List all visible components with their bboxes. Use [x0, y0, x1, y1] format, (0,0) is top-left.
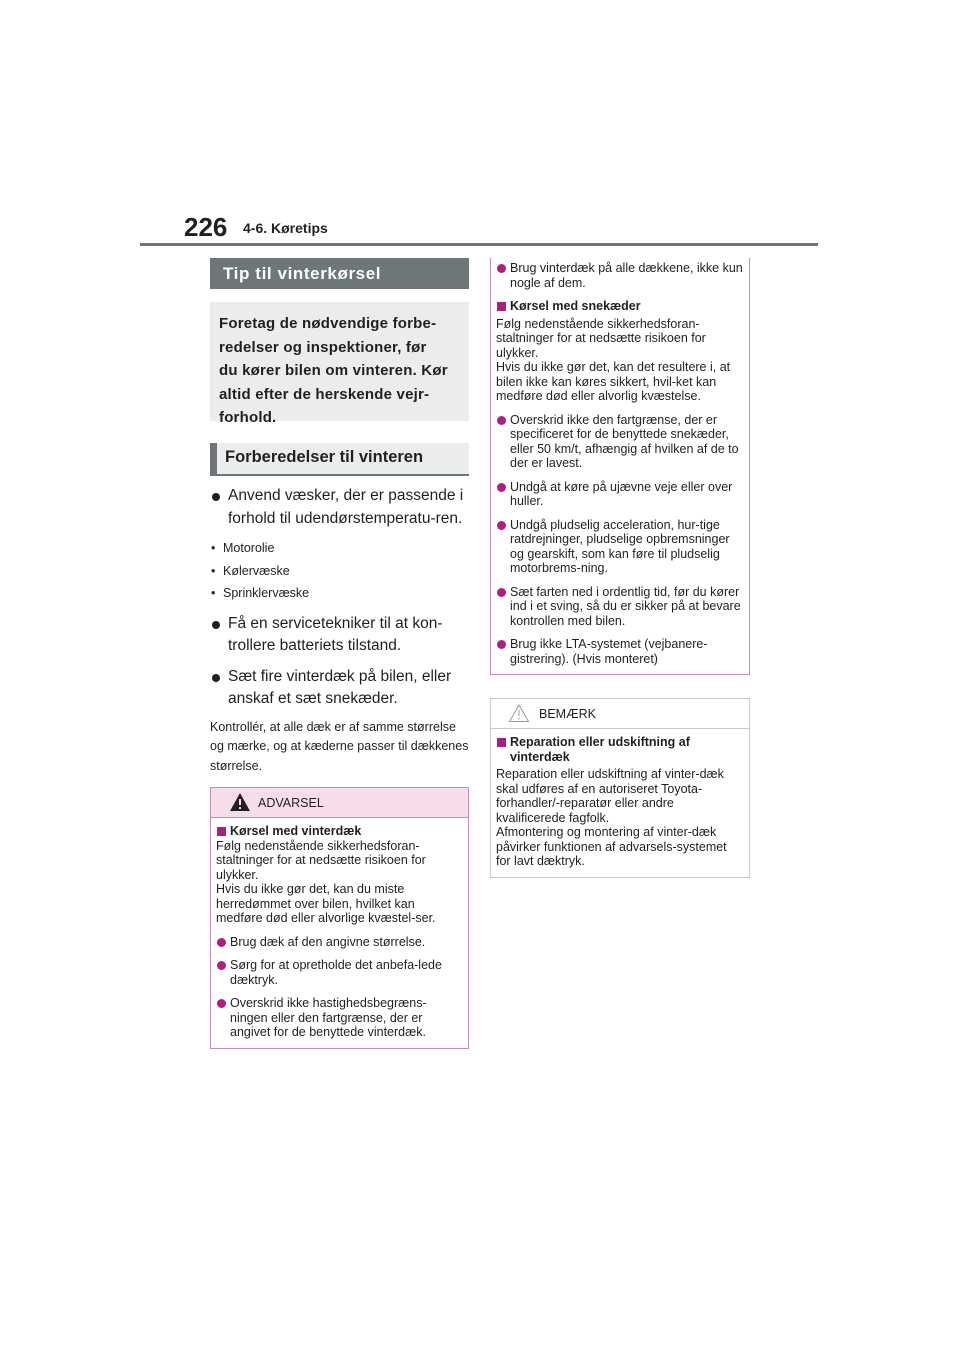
bullet-tires: Sæt fire vinterdæk på bilen, eller anskaf et sæt snekæder.	[210, 666, 469, 711]
caution-text: Følg nedenstående sikkerhedsforan-staltninger for at nedsætte risikoen for ulykker. Hvis du ikke gør det, kan du miste herredømmet over bilen, hvilket kan medføre død eller alvorlige kvæstel-ser.	[216, 838, 436, 925]
caution-item: Brug vinterdæk på alle dækkene, ikke kun nogle af dem.	[496, 261, 744, 290]
notice-body	[491, 729, 749, 877]
caution-item: Sørg for at opretholde det anbefa-lede dæktryk.	[216, 958, 463, 987]
header-rule	[140, 243, 818, 246]
snow-chain-heading: Kørsel med snekæder	[496, 299, 744, 314]
notice-header	[491, 699, 749, 729]
fluid-item: • Kølervæske	[210, 560, 469, 583]
bullet-fluids: Anvend væsker, der er passende i forhold til udendørstemperatu-ren.	[210, 485, 469, 530]
notice-heading: Reparation eller udskiftning af vinterdæk	[496, 735, 744, 764]
notice-text: Reparation eller udskiftning af vinter-dæk skal udføres af en autoriseret Toyota-forhandler/-reparatør eller andre kvalificerede fagfolk.	[496, 767, 724, 825]
snow-chain-item: Undgå pludselig acceleration, hur-tige ratdrejninger, pludselige opbremsninger og gearskift, som kan føre til pludselig motorbrems-ning.	[496, 518, 744, 576]
intro-text: Foretag de nødvendige forbe- redelser og inspektioner, før du kører bilen om vinteren. Kør altid efter de herskende vejr- forhold.	[219, 315, 448, 426]
snow-chain-item: Sæt farten ned i ordentlig tid, før du kører ind i et sving, så du er sikker på at bevare kontrollen med bilen.	[496, 585, 744, 629]
notice-box	[490, 698, 750, 878]
snow-chain-item: Overskrid ikke den fartgrænse, der er specificeret for de benyttede snekæder, eller 50 km/t, afhængig af hvilken af de to der er lavest.	[496, 413, 744, 471]
notice-text: Afmontering og montering af vinter-dæk påvirker funktionen af advarsels-systemet for lavt dæktryk.	[496, 825, 727, 868]
caution-header	[211, 788, 468, 818]
caution-item: Overskrid ikke hastighedsbegræns-ningen eller den fartgrænse, der er angivet for de benyttede vinterdæk.	[216, 996, 463, 1040]
tip-title: Tip til vinterkørsel	[210, 258, 469, 289]
caution-continued-box	[490, 258, 750, 675]
caution-box	[210, 787, 469, 1049]
snow-chain-item: Brug ikke LTA-systemet (vejbanere-gistrering). (Hvis monteret)	[496, 637, 744, 666]
warning-triangle-icon	[229, 792, 251, 812]
page-number: 226	[184, 212, 228, 242]
snow-chain-text: Følg nedenstående sikkerhedsforan-staltninger for at nedsætte risikoen for ulykker. Hvis du ikke gør det, kan det resultere i, at bilen ikke kan køres sikkert, hvil-ket kan medføre død eller alvorlig kvæstelse.	[496, 316, 731, 403]
snow-chain-item: Undgå at køre på ujævne veje eller over huller.	[496, 480, 744, 509]
fluid-item: • Sprinklervæske	[210, 582, 469, 605]
notice-label: BEMÆRK	[539, 707, 596, 721]
caution-body	[211, 818, 468, 1048]
left-column	[210, 258, 469, 1049]
right-column	[490, 258, 750, 878]
caution-heading: Kørsel med vinterdæk	[216, 824, 463, 839]
caution-item: Brug dæk af den angivne størrelse.	[216, 935, 463, 950]
notice-triangle-icon	[508, 703, 530, 723]
tire-note: Kontrollér, at alle dæk er af samme størrelse og mærke, og at kæderne passer til dækkenes størrelse.	[210, 719, 469, 773]
intro-box	[210, 302, 469, 426]
section-title: 4-6. Køretips	[243, 220, 328, 236]
subhead-winter-prep: Forberedelser til vinteren	[210, 443, 469, 474]
fluid-list	[210, 537, 469, 605]
caution-label: ADVARSEL	[258, 796, 324, 810]
fluid-item: • Motorolie	[210, 537, 469, 560]
bullet-battery: Få en servicetekniker til at kon-trollere batteriets tilstand.	[210, 613, 469, 658]
